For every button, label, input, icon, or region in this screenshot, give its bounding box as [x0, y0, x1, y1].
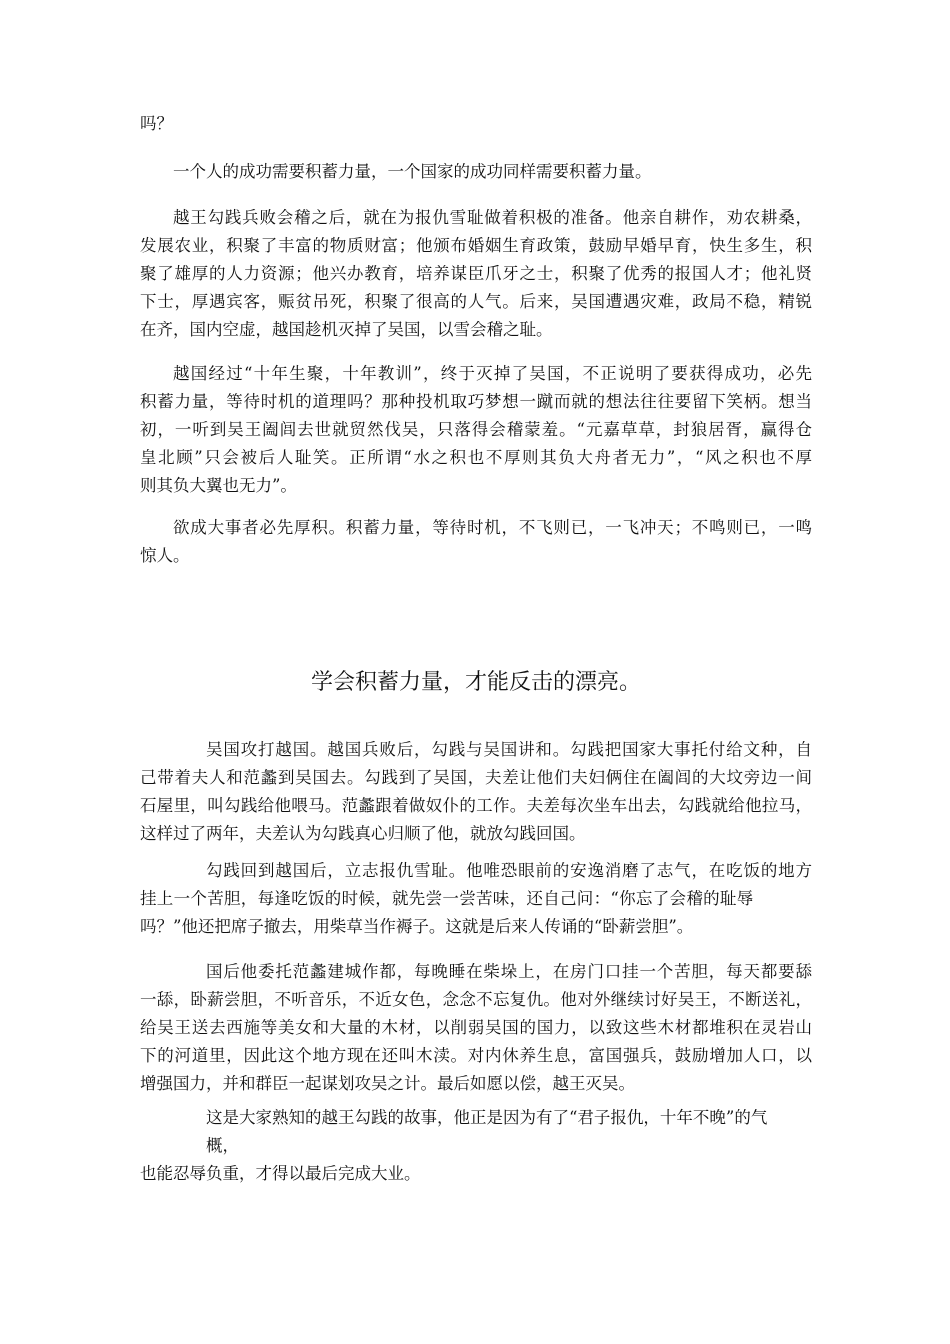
text-line: 则其负大翼也无力”。	[140, 476, 297, 495]
paragraph-goujian-preparation	[140, 204, 812, 344]
text-line: 发展农业，积聚了丰富的物质财富；他颁布婚姻生育政策，鼓励早婚早育，快生多生，积	[140, 236, 812, 255]
text-line: 给吴王送去西施等美女和大量的木材，以削弱吴国的国力，以致这些木材都堆积在灵岩山	[140, 1018, 812, 1037]
paragraph-intro	[173, 158, 813, 186]
text-line: 初，一听到吴王阖闾去世就贸然伐吴，只落得会稽蒙羞。“元嘉草草，封狼居胥，赢得仓	[140, 420, 812, 439]
text-line: 也能忍辱负重，才得以最后完成大业。	[140, 1164, 421, 1183]
text-line: 积蓄力量，等待时机的道理吗？那种投机取巧梦想一蹴而就的想法往往要留下笑柄。想当	[140, 392, 812, 411]
text-line: 惊人。	[140, 546, 190, 565]
text-line: 越王勾践兵败会稽之后，就在为报仇雪耻做着积极的准备。他亲自耕作，劝农耕桑，	[173, 208, 812, 227]
text-line: 挂上一个苦胆，每逢吃饭的时候，就先尝一尝苦味，还自己问：“你忘了会稽的耻辱	[140, 889, 754, 908]
text-line: 一舔，卧薪尝胆，不听音乐，不近女色，念念不忘复仇。他对外继续讨好吴王，不断送礼，	[140, 990, 812, 1009]
text-line: 国后他委托范蠡建城作都，每晚睡在柴垛上，在房门口挂一个苦胆，每天都要舔	[206, 962, 812, 981]
paragraph-wu-attacks-yue	[140, 736, 812, 848]
paragraph-continuation	[140, 110, 812, 138]
text-line: 聚了雄厚的人力资源；他兴办教育，培养谋臣爪牙之士，积聚了优秀的报国人才；他礼贤	[140, 264, 812, 283]
text-line: 皇北顾”只会被后人耻笑。正所谓“水之积也不厚则其负大舟者无力”，“风之积也不厚	[140, 448, 812, 467]
text-line: 概，	[206, 1136, 239, 1155]
paragraph-accumulate-strength	[140, 360, 812, 500]
text-line: 在齐，国内空虚，越国趁机灭掉了吴国，以雪会稽之耻。	[140, 320, 553, 339]
text-line: 一个人的成功需要积蓄力量，一个国家的成功同样需要积蓄力量。	[173, 162, 652, 181]
text-line: 石屋里，叫勾践给他喂马。范蠡跟着做奴仆的工作。夫差每次坐车出去，勾践就给他拉马，	[140, 796, 812, 815]
text-line: 增强国力，并和群臣一起谋划攻吴之计。最后如愿以偿，越王灭吴。	[140, 1074, 635, 1093]
text-line: 欲成大事者必先厚积。积蓄力量，等待时机，不飞则已，一飞冲天；不鸣则已，一鸣	[173, 518, 812, 537]
text-line: 这是大家熟知的越王勾践的故事，他正是因为有了“君子报仇，十年不晚”的气	[206, 1108, 768, 1127]
text-line: 勾践回到越国后，立志报仇雪耻。他唯恐眼前的安逸消磨了志气，在吃饭的地方	[206, 861, 812, 880]
text-line: 越国经过“十年生聚，十年教训”，终于灭掉了吴国，不正说明了要获得成功，必先	[173, 364, 812, 383]
paragraph-conclusion	[140, 514, 812, 570]
text-line: 下的河道里，因此这个地方现在还叫木渎。对内休养生息，富国强兵，鼓励增加人口，以	[140, 1046, 812, 1065]
section-heading: 学会积蓄力量，才能反击的漂亮。	[310, 670, 641, 695]
paragraph-story-summary	[140, 1104, 812, 1188]
paragraph-return-to-yue	[140, 857, 812, 941]
text-line: 这样过了两年，夫差认为勾践真心归顺了他，就放勾践回国。	[140, 824, 586, 843]
text-line: 吗？	[140, 114, 173, 133]
text-line: 下士，厚遇宾客，赈贫吊死，积聚了很高的人气。后来，吴国遭遇灾难，政局不稳，精锐	[140, 292, 812, 311]
text-line: 吴国攻打越国。越国兵败后，勾践与吴国讲和。勾践把国家大事托付给文种，自	[206, 740, 812, 759]
text-line: 己带着夫人和范蠡到吴国去。勾践到了吴国，夫差让他们夫妇俩住在阖闾的大坟旁边一间	[140, 768, 812, 787]
paragraph-sleeping-on-brushwood	[140, 958, 812, 1098]
text-line: 吗？”他还把席子撤去，用柴草当作褥子。这就是后来人传诵的“卧薪尝胆”。	[140, 917, 694, 936]
